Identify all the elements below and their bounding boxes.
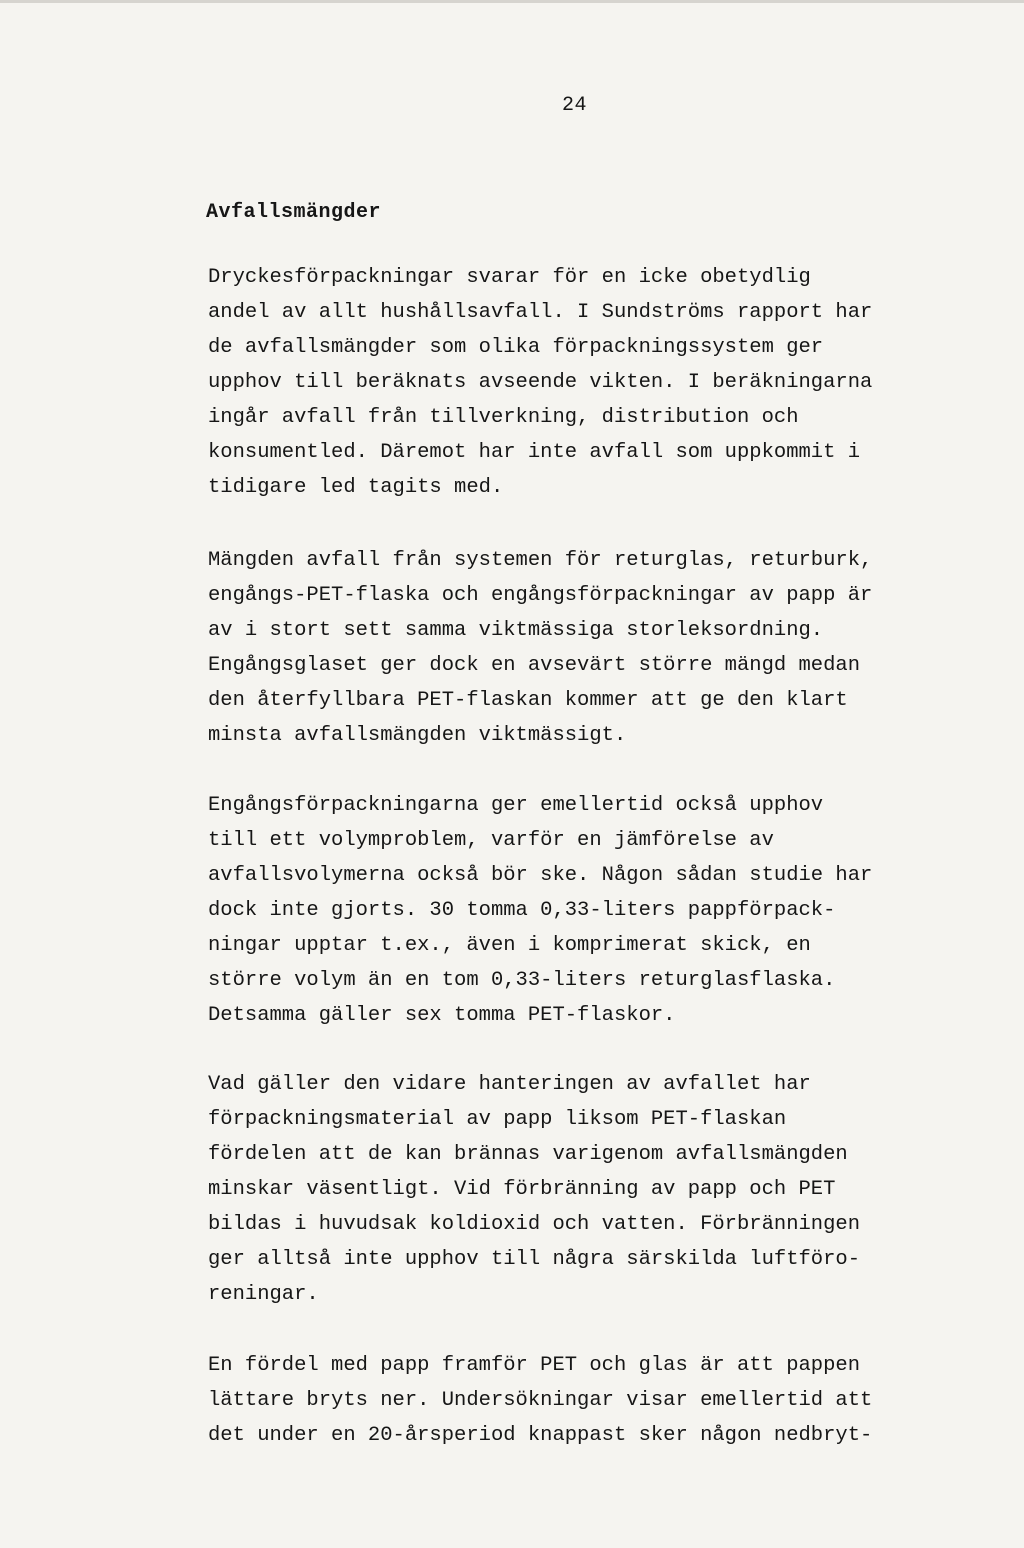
text-line: de avfallsmängder som olika förpackningssystem ger — [208, 336, 824, 359]
text-line: lättare bryts ner. Undersökningar visar emellertid att — [208, 1389, 873, 1412]
text-line: det under en 20-årsperiod knappast sker någon nedbryt- — [208, 1424, 873, 1447]
text-line: upphov till beräknats avseende vikten. I beräkningarna — [208, 371, 873, 394]
text-line: ningar upptar t.ex., även i komprimerat skick, en — [208, 934, 811, 957]
text-line: ingår avfall från tillverkning, distribution och — [208, 406, 799, 429]
text-line: dock inte gjorts. 30 tomma 0,33-liters pappförpack- — [208, 899, 836, 922]
text-line: den återfyllbara PET-flaskan kommer att ge den klart — [208, 689, 848, 712]
text-line: minsta avfallsmängden viktmässigt. — [208, 724, 627, 747]
text-line: av i stort sett samma viktmässiga storleksordning. — [208, 619, 824, 642]
text-line: förpackningsmaterial av papp liksom PET-flaskan — [208, 1108, 787, 1131]
text-line: tidigare led tagits med. — [208, 476, 504, 499]
paragraph-4 — [208, 1067, 988, 1312]
text-line: till ett volymproblem, varför en jämförelse av — [208, 829, 774, 852]
text-line: andel av allt hushållsavfall. I Sundströms rapport har — [208, 301, 873, 324]
paragraph-5 — [208, 1348, 988, 1453]
text-line: reningar. — [208, 1283, 319, 1306]
text-line: Detsamma gäller sex tomma PET-flaskor. — [208, 1004, 676, 1027]
text-line: fördelen att de kan brännas varigenom avfallsmängden — [208, 1143, 848, 1166]
text-line: Vad gäller den vidare hanteringen av avfallet har — [208, 1073, 811, 1096]
text-line: minskar väsentligt. Vid förbränning av papp och PET — [208, 1178, 836, 1201]
scan-edge — [0, 0, 1024, 3]
text-line: Engångsglaset ger dock en avsevärt större mängd medan — [208, 654, 861, 677]
text-line: ger alltså inte upphov till några särskilda luftföro- — [208, 1248, 861, 1271]
page-number: 24 — [562, 94, 588, 117]
text-line: Dryckesförpackningar svarar för en icke obetydlig — [208, 266, 811, 289]
section-heading: Avfallsmängder — [206, 201, 382, 224]
text-line: En fördel med papp framför PET och glas är att pappen — [208, 1354, 861, 1377]
text-line: avfallsvolymerna också bör ske. Någon sådan studie har — [208, 864, 873, 887]
paragraph-2 — [208, 543, 988, 753]
text-line: engångs-PET-flaska och engångsförpackningar av papp är — [208, 584, 873, 607]
text-line: Mängden avfall från systemen för returglas, returburk, — [208, 549, 873, 572]
paragraph-3 — [208, 788, 988, 1033]
paragraph-1 — [208, 260, 988, 505]
text-line: konsumentled. Däremot har inte avfall som uppkommit i — [208, 441, 861, 464]
text-line: Engångsförpackningarna ger emellertid också upphov — [208, 794, 824, 817]
text-line: bildas i huvudsak koldioxid och vatten. Förbränningen — [208, 1213, 861, 1236]
text-line: större volym än en tom 0,33-liters returglasflaska. — [208, 969, 836, 992]
